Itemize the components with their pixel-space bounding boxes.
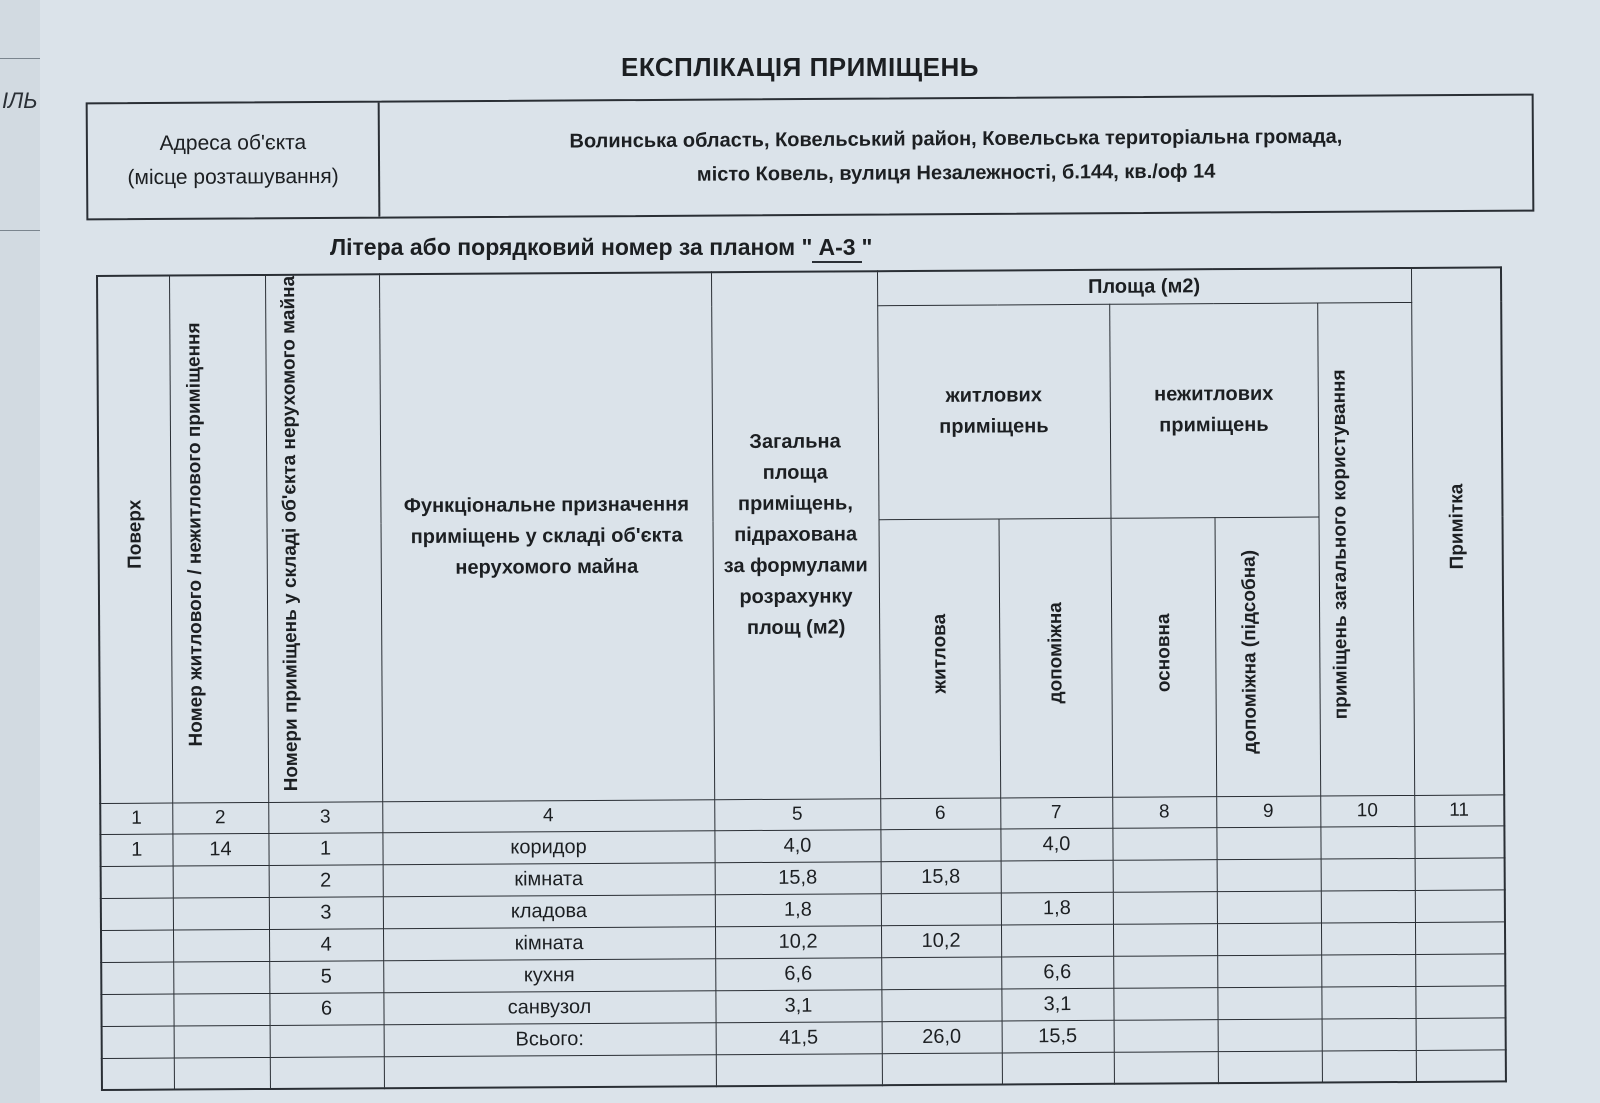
cell-function: кімната — [383, 926, 715, 960]
cell-aux: 4,0 — [1000, 828, 1112, 861]
address-value-line1: Волинська область, Ковельський район, Ковельська територіальна громада, — [569, 125, 1343, 153]
cell-room: 4 — [269, 928, 383, 961]
header-function: Функціональне призначення приміщень у складі об'єкта нерухомого майна — [379, 272, 714, 801]
header-living: житлова — [879, 519, 1001, 798]
cell-function: кімната — [383, 862, 715, 896]
cell-empty — [1217, 955, 1321, 988]
cell-total: 1,8 — [715, 893, 881, 926]
cell-empty — [270, 1024, 384, 1057]
cell-empty — [1321, 858, 1415, 891]
cell-empty — [1218, 1019, 1322, 1052]
header-auxiliary: допоміжна — [999, 519, 1113, 798]
cell-total: 10,2 — [715, 925, 881, 958]
cell-aux: 3,1 — [1001, 988, 1113, 1021]
header-common-use: приміщень загального користування — [1317, 302, 1414, 796]
cell-empty — [1113, 891, 1217, 924]
cell-floor: 1 — [100, 834, 172, 866]
cell-empty — [1114, 1019, 1218, 1052]
cell-empty — [1415, 857, 1505, 890]
liter-value: А-3 — [812, 234, 861, 263]
cell-floor — [101, 962, 173, 994]
cell-empty — [102, 1026, 174, 1058]
cell-empty — [1217, 891, 1321, 924]
column-number: 8 — [1112, 796, 1216, 828]
cell-unit — [173, 993, 269, 1026]
header-area-group: Площа (м2) — [877, 268, 1411, 305]
cell-empty — [1321, 954, 1415, 987]
column-number: 3 — [268, 801, 382, 833]
cell-aux — [1001, 860, 1113, 893]
liter-label: Літера або порядковий номер за планом " — [330, 234, 813, 260]
address-value-line2: місто Ковель, вулиця Незалежності, б.144, кв./оф 14 — [696, 160, 1216, 186]
cell-empty — [1112, 827, 1216, 860]
cell-total: 15,8 — [715, 861, 881, 894]
cell-total: 4,0 — [714, 829, 880, 862]
cell-room: 2 — [269, 864, 383, 897]
header-unit-number: Номер житлового / нежитлового приміщення — [169, 275, 268, 803]
column-number: 4 — [382, 799, 714, 832]
cell-empty — [1216, 827, 1320, 860]
cell-unit — [173, 961, 269, 994]
column-number: 7 — [1000, 797, 1112, 829]
cell-empty — [1113, 955, 1217, 988]
header-floor: Поверх — [97, 276, 172, 803]
totals-aux: 15,5 — [1002, 1020, 1114, 1053]
header-main: основна — [1111, 518, 1217, 797]
cell-living — [881, 956, 1001, 989]
column-number: 5 — [714, 798, 880, 830]
document-title: ЕКСПЛІКАЦІЯ ПРИМІЩЕНЬ — [621, 52, 979, 82]
cell-unit: 14 — [172, 833, 268, 866]
cell-living — [881, 988, 1001, 1021]
address-box — [86, 94, 1535, 221]
cell-function: коридор — [382, 830, 714, 864]
cell-floor — [101, 994, 173, 1026]
totals-total: 41,5 — [716, 1021, 882, 1054]
cell-floor — [101, 930, 173, 962]
cell-empty — [1113, 923, 1217, 956]
column-number: 2 — [172, 802, 268, 834]
liter-close-quote: " — [861, 234, 873, 260]
header-total-area: Загальна площа приміщень, підрахована за формулами розрахунку площ (м2) — [711, 271, 880, 799]
cell-total: 3,1 — [715, 989, 881, 1022]
cell-room: 3 — [269, 896, 383, 929]
header-room-numbers: Номери приміщень у складі об'єкта нерухомого майна — [265, 274, 382, 802]
cell-empty — [1416, 1017, 1506, 1050]
address-label — [88, 103, 381, 219]
cell-living — [880, 829, 1000, 862]
cell-empty — [1415, 921, 1505, 954]
cell-room: 5 — [269, 960, 383, 993]
header-note: Примітка — [1411, 267, 1504, 795]
cell-floor — [101, 898, 173, 930]
cell-total: 6,6 — [715, 957, 881, 990]
cell-empty — [1113, 859, 1217, 892]
liter-line — [330, 234, 872, 263]
explication-table-wrapper — [96, 266, 1507, 1090]
cell-unit — [173, 897, 269, 930]
explication-table — [96, 266, 1507, 1090]
column-number: 11 — [1414, 794, 1504, 826]
adjacent-page-margin — [0, 0, 40, 1103]
address-value — [380, 96, 1533, 217]
header-auxiliary-basement: допоміжна (підсобна) — [1215, 518, 1321, 797]
cell-empty — [1415, 985, 1505, 1018]
cell-floor — [101, 866, 173, 898]
cell-unit — [173, 929, 269, 962]
address-label-line1: Адреса об'єкта — [159, 131, 307, 155]
cell-empty — [1321, 922, 1415, 955]
header-residential: житлових приміщень — [877, 304, 1110, 520]
cell-empty — [1217, 859, 1321, 892]
cell-empty — [1322, 1018, 1416, 1051]
cell-function: кладова — [383, 894, 715, 928]
cell-empty — [1321, 986, 1415, 1019]
totals-living: 26,0 — [882, 1020, 1002, 1053]
cell-empty — [1217, 923, 1321, 956]
cell-living: 15,8 — [881, 861, 1001, 894]
cell-function: санвузол — [383, 990, 715, 1024]
column-number: 9 — [1216, 796, 1320, 828]
header-nonresidential: нежитлових приміщень — [1109, 303, 1318, 519]
cell-unit — [173, 865, 269, 898]
cell-aux: 6,6 — [1001, 956, 1113, 989]
cell-empty — [1415, 953, 1505, 986]
cell-empty — [174, 1025, 270, 1058]
cell-empty — [1321, 890, 1415, 923]
address-label-line2: (місце розташування) — [127, 164, 339, 190]
column-number: 1 — [100, 803, 172, 834]
totals-label: Всього: — [384, 1022, 716, 1056]
cell-function: кухня — [383, 958, 715, 992]
cell-living: 10,2 — [881, 924, 1001, 957]
cell-empty — [1320, 826, 1414, 859]
cell-room: 1 — [268, 832, 382, 865]
margin-text-fragment: ІЛЬ — [2, 88, 38, 113]
cell-room: 6 — [269, 992, 383, 1025]
cell-living — [881, 893, 1001, 926]
cell-empty — [1113, 987, 1217, 1020]
column-number: 10 — [1320, 795, 1414, 827]
cell-empty — [1414, 825, 1504, 858]
cell-empty — [1415, 889, 1505, 922]
cell-empty — [1217, 987, 1321, 1020]
cell-aux: 1,8 — [1001, 892, 1113, 925]
column-number: 6 — [880, 798, 1000, 830]
cell-aux — [1001, 924, 1113, 957]
